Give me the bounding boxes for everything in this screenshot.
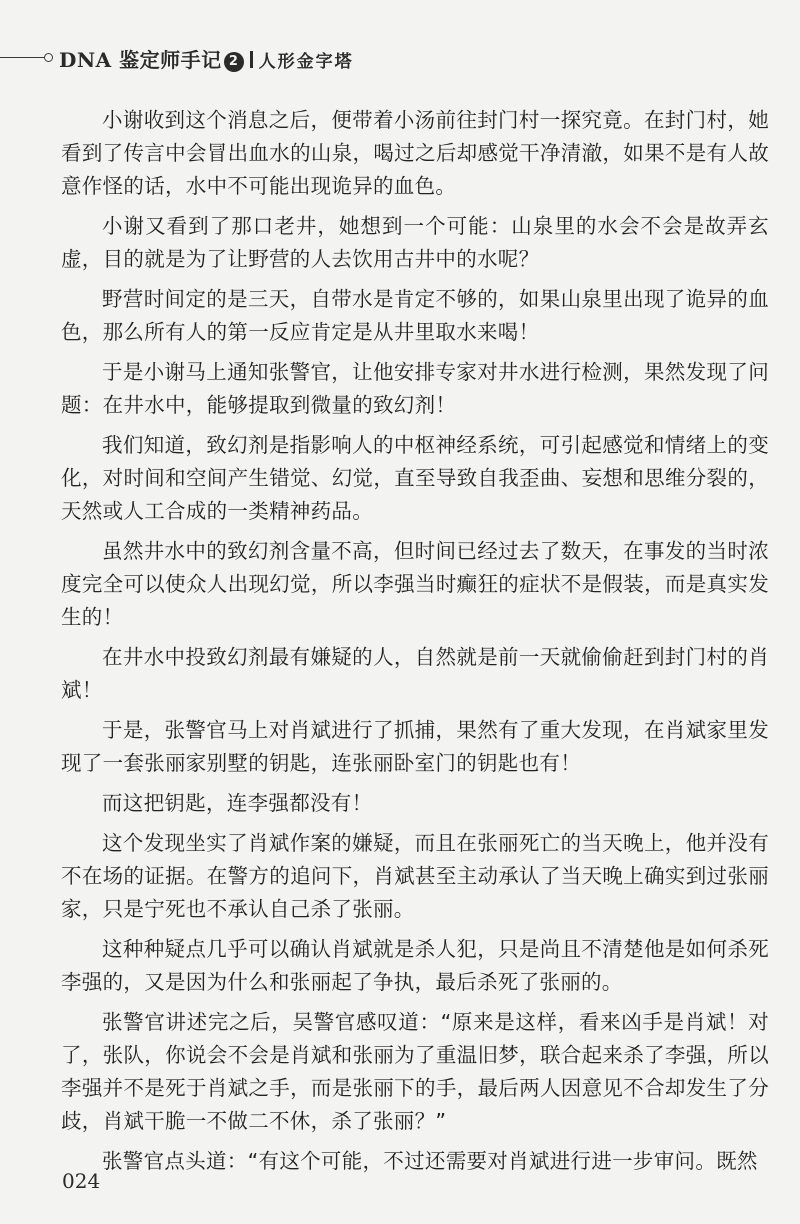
running-header bbox=[0, 40, 800, 72]
book-subtitle: 人形金字塔 bbox=[258, 52, 354, 72]
paragraph: 野营时间定的是三天，自带水是肯定不够的，如果山泉里出现了诡异的血色，那么所有人的第一反应肯定是从井里取水来喝！ bbox=[61, 287, 769, 344]
book-title-text: DNA 鉴定师手记 bbox=[59, 48, 222, 72]
paragraph: 虽然井水中的致幻剂含量不高，但时间已经过去了数天，在事发的当时浓度完全可以使众人出现幻觉，所以李强当时癫狂的症状不是假装，而是真实发生的！ bbox=[61, 539, 769, 629]
header-rule bbox=[0, 57, 44, 58]
paragraph: 张警官点头道：“有这个可能，不过还需要对肖斌进行进一步审问。既然 bbox=[102, 1149, 758, 1173]
book-title bbox=[59, 44, 354, 73]
body-text bbox=[61, 104, 769, 1185]
paragraph: 而这把钥匙，连李强都没有！ bbox=[102, 791, 373, 815]
paragraph: 张警官讲述完之后，吴警官感叹道：“原来是这样，看来凶手是肖斌！对了，张队，你说会不会是肖斌和张丽为了重温旧梦，联合起来杀了李强，所以李强并不是死于肖斌之手，而是张丽下的手，最后两人因意见不合却发生了分歧，肖斌干脆一不做二不休，杀了张丽？” bbox=[61, 1010, 769, 1133]
volume-badge: 2 bbox=[224, 52, 244, 72]
paragraph: 这种种疑点几乎可以确认肖斌就是杀人犯，只是尚且不清楚他是如何杀死李强的，又是因为什么和张丽起了争执，最后杀死了张丽的。 bbox=[61, 937, 769, 994]
header-separator bbox=[250, 51, 253, 68]
paragraph: 在井水中投致幻剂最有嫌疑的人，自然就是前一天就偷偷赶到封门村的肖斌！ bbox=[61, 645, 769, 702]
paragraph: 小谢收到这个消息之后，便带着小汤前往封门村一探究竟。在封门村，她看到了传言中会冒出血水的山泉，喝过之后却感觉干净清澈，如果不是有人故意作怪的话，水中不可能出现诡异的血色。 bbox=[61, 108, 769, 198]
paragraph: 这个发现坐实了肖斌作案的嫌疑，而且在张丽死亡的当天晚上，他并没有不在场的证据。在警方的追问下，肖斌甚至主动承认了当天晚上确实到过张丽家，只是宁死也不承认自己杀了张丽。 bbox=[61, 831, 769, 921]
page-number: 024 bbox=[62, 1169, 101, 1193]
header-ornament bbox=[44, 53, 53, 62]
paragraph: 于是，张警官马上对肖斌进行了抓捕，果然有了重大发现，在肖斌家里发现了一套张丽家别墅的钥匙，连张丽卧室门的钥匙也有！ bbox=[61, 718, 769, 775]
paragraph: 小谢又看到了那口老井，她想到一个可能：山泉里的水会不会是故弄玄虚，目的就是为了让野营的人去饮用古井中的水呢？ bbox=[61, 214, 769, 271]
paragraph: 于是小谢马上通知张警官，让他安排专家对井水进行检测，果然发现了问题：在井水中，能够提取到微量的致幻剂！ bbox=[61, 360, 769, 417]
paragraph: 我们知道，致幻剂是指影响人的中枢神经系统，可引起感觉和情绪上的变化，对时间和空间产生错觉、幻觉，直至导致自我歪曲、妄想和思维分裂的，天然或人工合成的一类精神药品。 bbox=[61, 433, 769, 523]
